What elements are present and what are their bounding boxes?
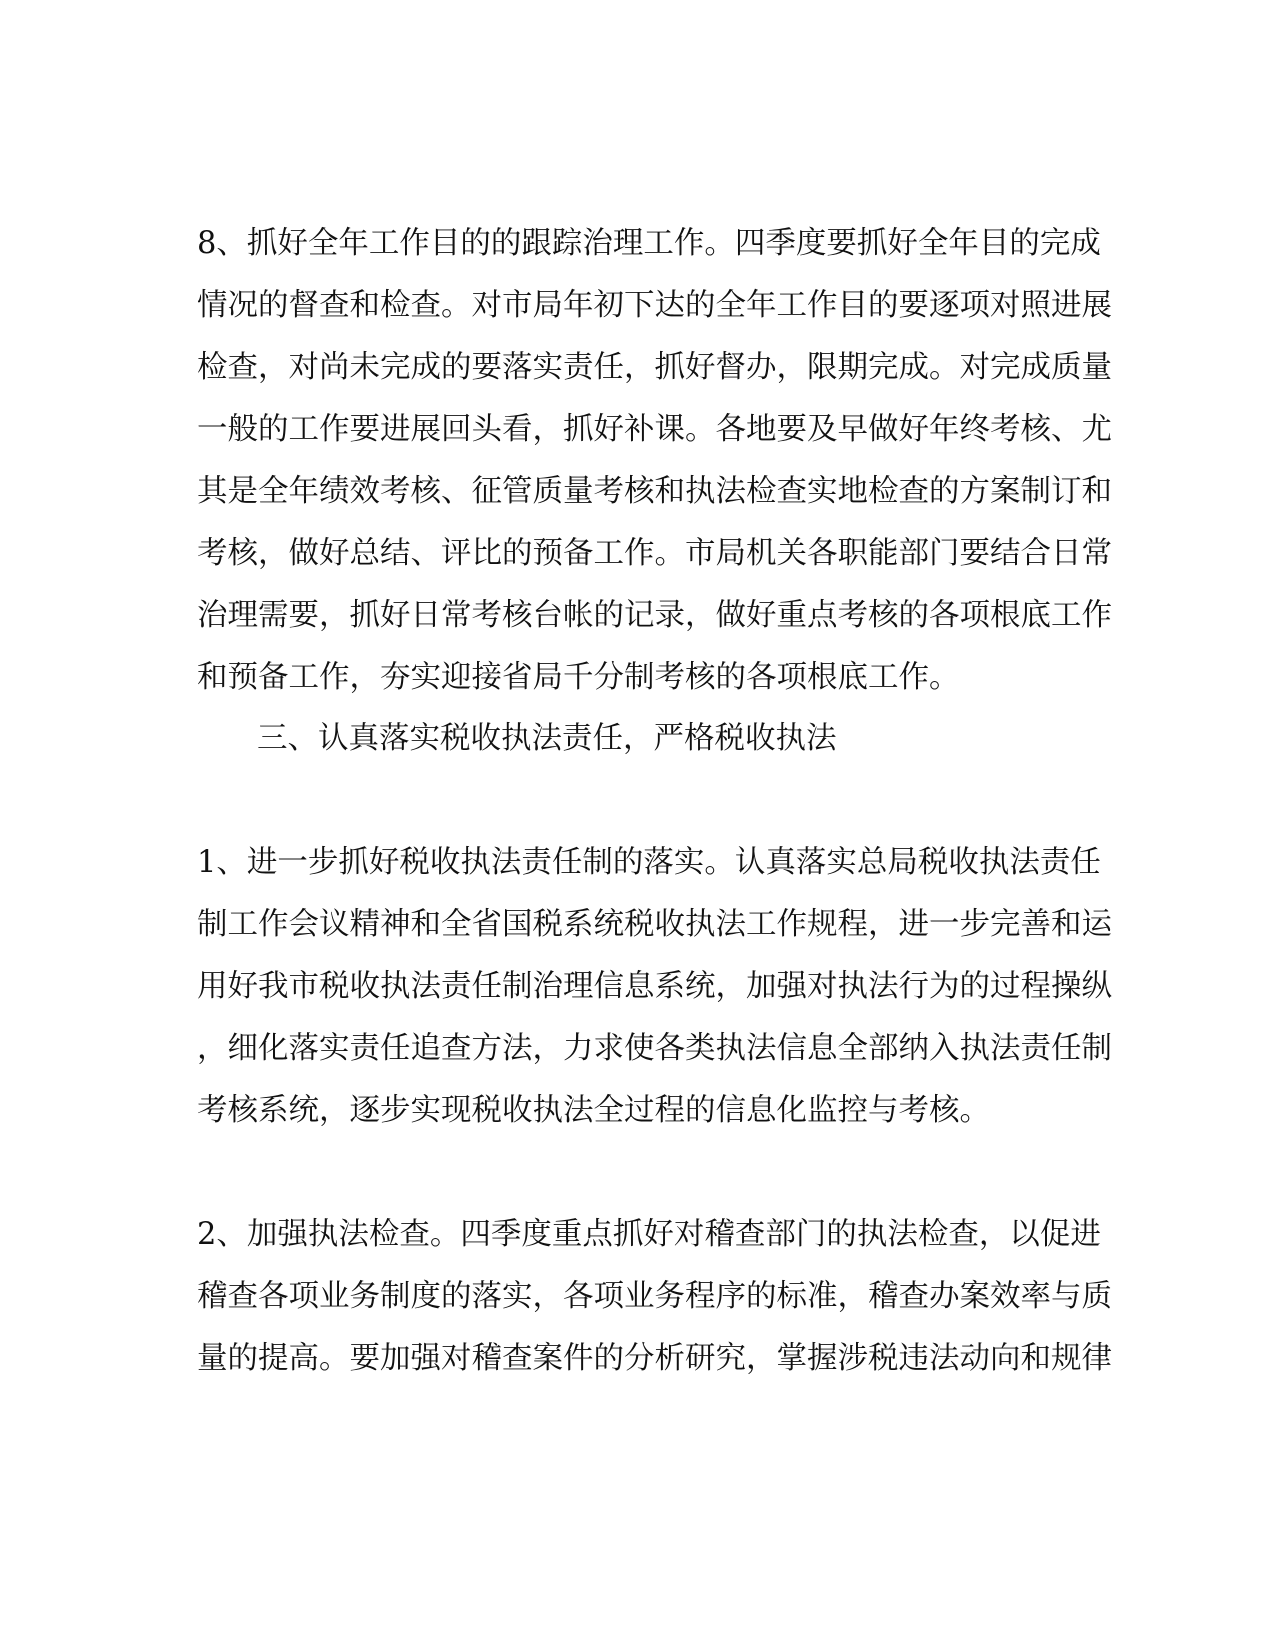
paragraph-line: 其是全年绩效考核、征管质量考核和执法检查实地检查的方案制订和 [197, 474, 1112, 509]
paragraph-line: 用好我市税收执法责任制治理信息系统，加强对执法行为的过程操纵 [197, 969, 1112, 1004]
paragraph-line: 和预备工作，夯实迎接省局千分制考核的各项根底工作。 [197, 660, 960, 695]
paragraph-line: 2、加强执法检查。四季度重点抓好对稽查部门的执法检查，以促进 [197, 1217, 1101, 1252]
paragraph-line: 1、进一步抓好税收执法责任制的落实。认真落实总局税收执法责任 [197, 845, 1101, 880]
paragraph-line: 8、抓好全年工作目的的跟踪治理工作。四季度要抓好全年目的完成 [197, 226, 1101, 261]
paragraph-line: 考核，做好总结、评比的预备工作。市局机关各职能部门要结合日常 [197, 536, 1112, 571]
section-heading: 三、认真落实税收执法责任，严格税收执法 [257, 721, 837, 756]
paragraph-line: 制工作会议精神和全省国税系统税收执法工作规程，进一步完善和运 [197, 907, 1112, 942]
paragraph-line: 稽查各项业务制度的落实，各项业务程序的标准，稽查办案效率与质 [197, 1279, 1112, 1314]
paragraph-line: 治理需要，抓好日常考核台帐的记录，做好重点考核的各项根底工作 [197, 598, 1112, 633]
paragraph-line: 情况的督查和检查。对市局年初下达的全年工作目的要逐项对照进展 [197, 288, 1112, 323]
paragraph-line: 一般的工作要进展回头看，抓好补课。各地要及早做好年终考核、尤 [197, 412, 1112, 447]
paragraph-line: 考核系统，逐步实现税收执法全过程的信息化监控与考核。 [197, 1093, 990, 1128]
paragraph-line: ，细化落实责任追查方法，力求使各类执法信息全部纳入执法责任制 [197, 1031, 1112, 1066]
paragraph-line: 检查，对尚未完成的要落实责任，抓好督办，限期完成。对完成质量 [197, 350, 1112, 385]
paragraph-line: 量的提高。要加强对稽查案件的分析研究，掌握涉税违法动向和规律 [197, 1341, 1112, 1376]
